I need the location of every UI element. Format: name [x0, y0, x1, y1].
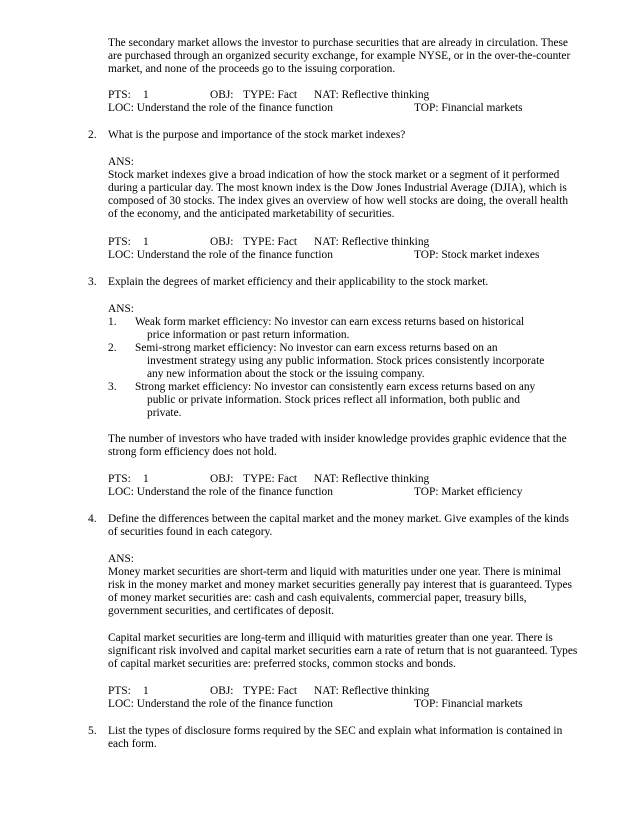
meta-block	[108, 473, 588, 499]
question-number: 5.	[88, 725, 97, 737]
nat-label: NAT: Reflective thinking	[314, 685, 430, 697]
intro-paragraph	[108, 37, 588, 76]
obj-label: OBJ:	[210, 89, 234, 101]
text-line: The secondary market allows the investor to purchase securities that are already in circulation. These	[108, 37, 568, 49]
top-label: TOP: Stock market indexes	[414, 249, 540, 261]
type-label: TYPE: Fact	[243, 236, 298, 248]
list-item: 3. Strong market efficiency: No investor can consistently earn excess returns based on any public or private information. Stock prices reflect all information, both public and private.	[108, 381, 536, 419]
question-text: Explain the degrees of market efficiency and their applicability to the stock market.	[108, 276, 489, 288]
question-number: 4.	[88, 513, 97, 525]
top-label: TOP: Market efficiency	[414, 486, 523, 498]
top-label: TOP: Financial markets	[414, 698, 523, 710]
top-label: TOP: Financial markets	[414, 102, 523, 114]
type-label: TYPE: Fact	[243, 473, 298, 485]
meta-block	[108, 236, 588, 262]
ans-label: ANS:	[108, 156, 134, 168]
answer-paragraph: Stock market indexes give a broad indication of how the stock market or a segment of it performed during a particular day. The most known index is the Dow Jones Industrial Average (DJIA), which is composed of 30 stocks. The index gives an overview of how well stocks are doing, the overall health of the economy, and the anticipated marketability of securities.	[108, 169, 569, 220]
pts-label: PTS:	[108, 236, 131, 248]
pts-label: PTS:	[108, 473, 131, 485]
pts-value: 1	[143, 473, 149, 485]
question-text: Define the differences between the capital market and the money market. Give examples of the kinds of securities found in each category.	[108, 513, 569, 538]
list-item: 1. Weak form market efficiency: No investor can earn excess returns based on historical price information or past return information.	[108, 316, 525, 341]
loc-label: LOC: Understand the role of the finance function	[108, 249, 333, 261]
loc-label: LOC: Understand the role of the finance function	[108, 698, 333, 710]
question-number: 3.	[88, 276, 97, 288]
question-text: List the types of disclosure forms required by the SEC and explain what information is contained in each form.	[108, 725, 563, 750]
pts-value: 1	[143, 89, 149, 101]
pts-value: 1	[143, 236, 149, 248]
nat-label: NAT: Reflective thinking	[314, 236, 430, 248]
type-label: TYPE: Fact	[243, 89, 298, 101]
list-item: 2. Semi-strong market efficiency: No investor can earn excess returns based on an investment strategy using any public information. Stock prices consistently incorporate any new information about the stock or the issuing company.	[108, 342, 545, 380]
loc-label: LOC: Understand the role of the finance function	[108, 102, 333, 114]
obj-label: OBJ:	[210, 473, 234, 485]
ans-label: ANS:	[108, 303, 134, 315]
loc-label: LOC: Understand the role of the finance function	[108, 486, 333, 498]
obj-label: OBJ:	[210, 685, 234, 697]
note-paragraph: The number of investors who have traded with insider knowledge provides graphic evidence that the strong form efficiency does not hold.	[108, 433, 567, 458]
pts-value: 1	[143, 685, 149, 697]
nat-label: NAT: Reflective thinking	[314, 473, 430, 485]
pts-label: PTS:	[108, 89, 131, 101]
text-line: are purchased through an organized security exchange, for example NYSE, or in the over-the-counter	[108, 50, 571, 62]
question-number: 2.	[88, 129, 97, 141]
nat-label: NAT: Reflective thinking	[314, 89, 430, 101]
answer-paragraph: Capital market securities are long-term and illiquid with maturities greater than one year. There is significant risk involved and capital market securities earn a rate of return that is not guaranteed. Types of capital market securities are: preferred stocks, common stocks and bonds.	[108, 632, 578, 670]
efficiency-list	[108, 316, 588, 420]
answer-paragraph: Money market securities are short-term and liquid with maturities under one year. There is minimal risk in the money market and money market securities generally pay interest that is guaranteed. Types of money market securities are: cash and cash equivalents, commercial paper, treasury bills, government securities, and certificates of deposit.	[108, 566, 572, 617]
ans-label: ANS:	[108, 553, 134, 565]
pts-label: PTS:	[108, 685, 131, 697]
meta-block	[108, 685, 588, 711]
type-label: TYPE: Fact	[243, 685, 298, 697]
obj-label: OBJ:	[210, 236, 234, 248]
question-text: What is the purpose and importance of the stock market indexes?	[108, 129, 406, 141]
meta-block	[108, 89, 588, 115]
text-line: market, and none of the proceeds go to the issuing corporation.	[108, 63, 396, 75]
